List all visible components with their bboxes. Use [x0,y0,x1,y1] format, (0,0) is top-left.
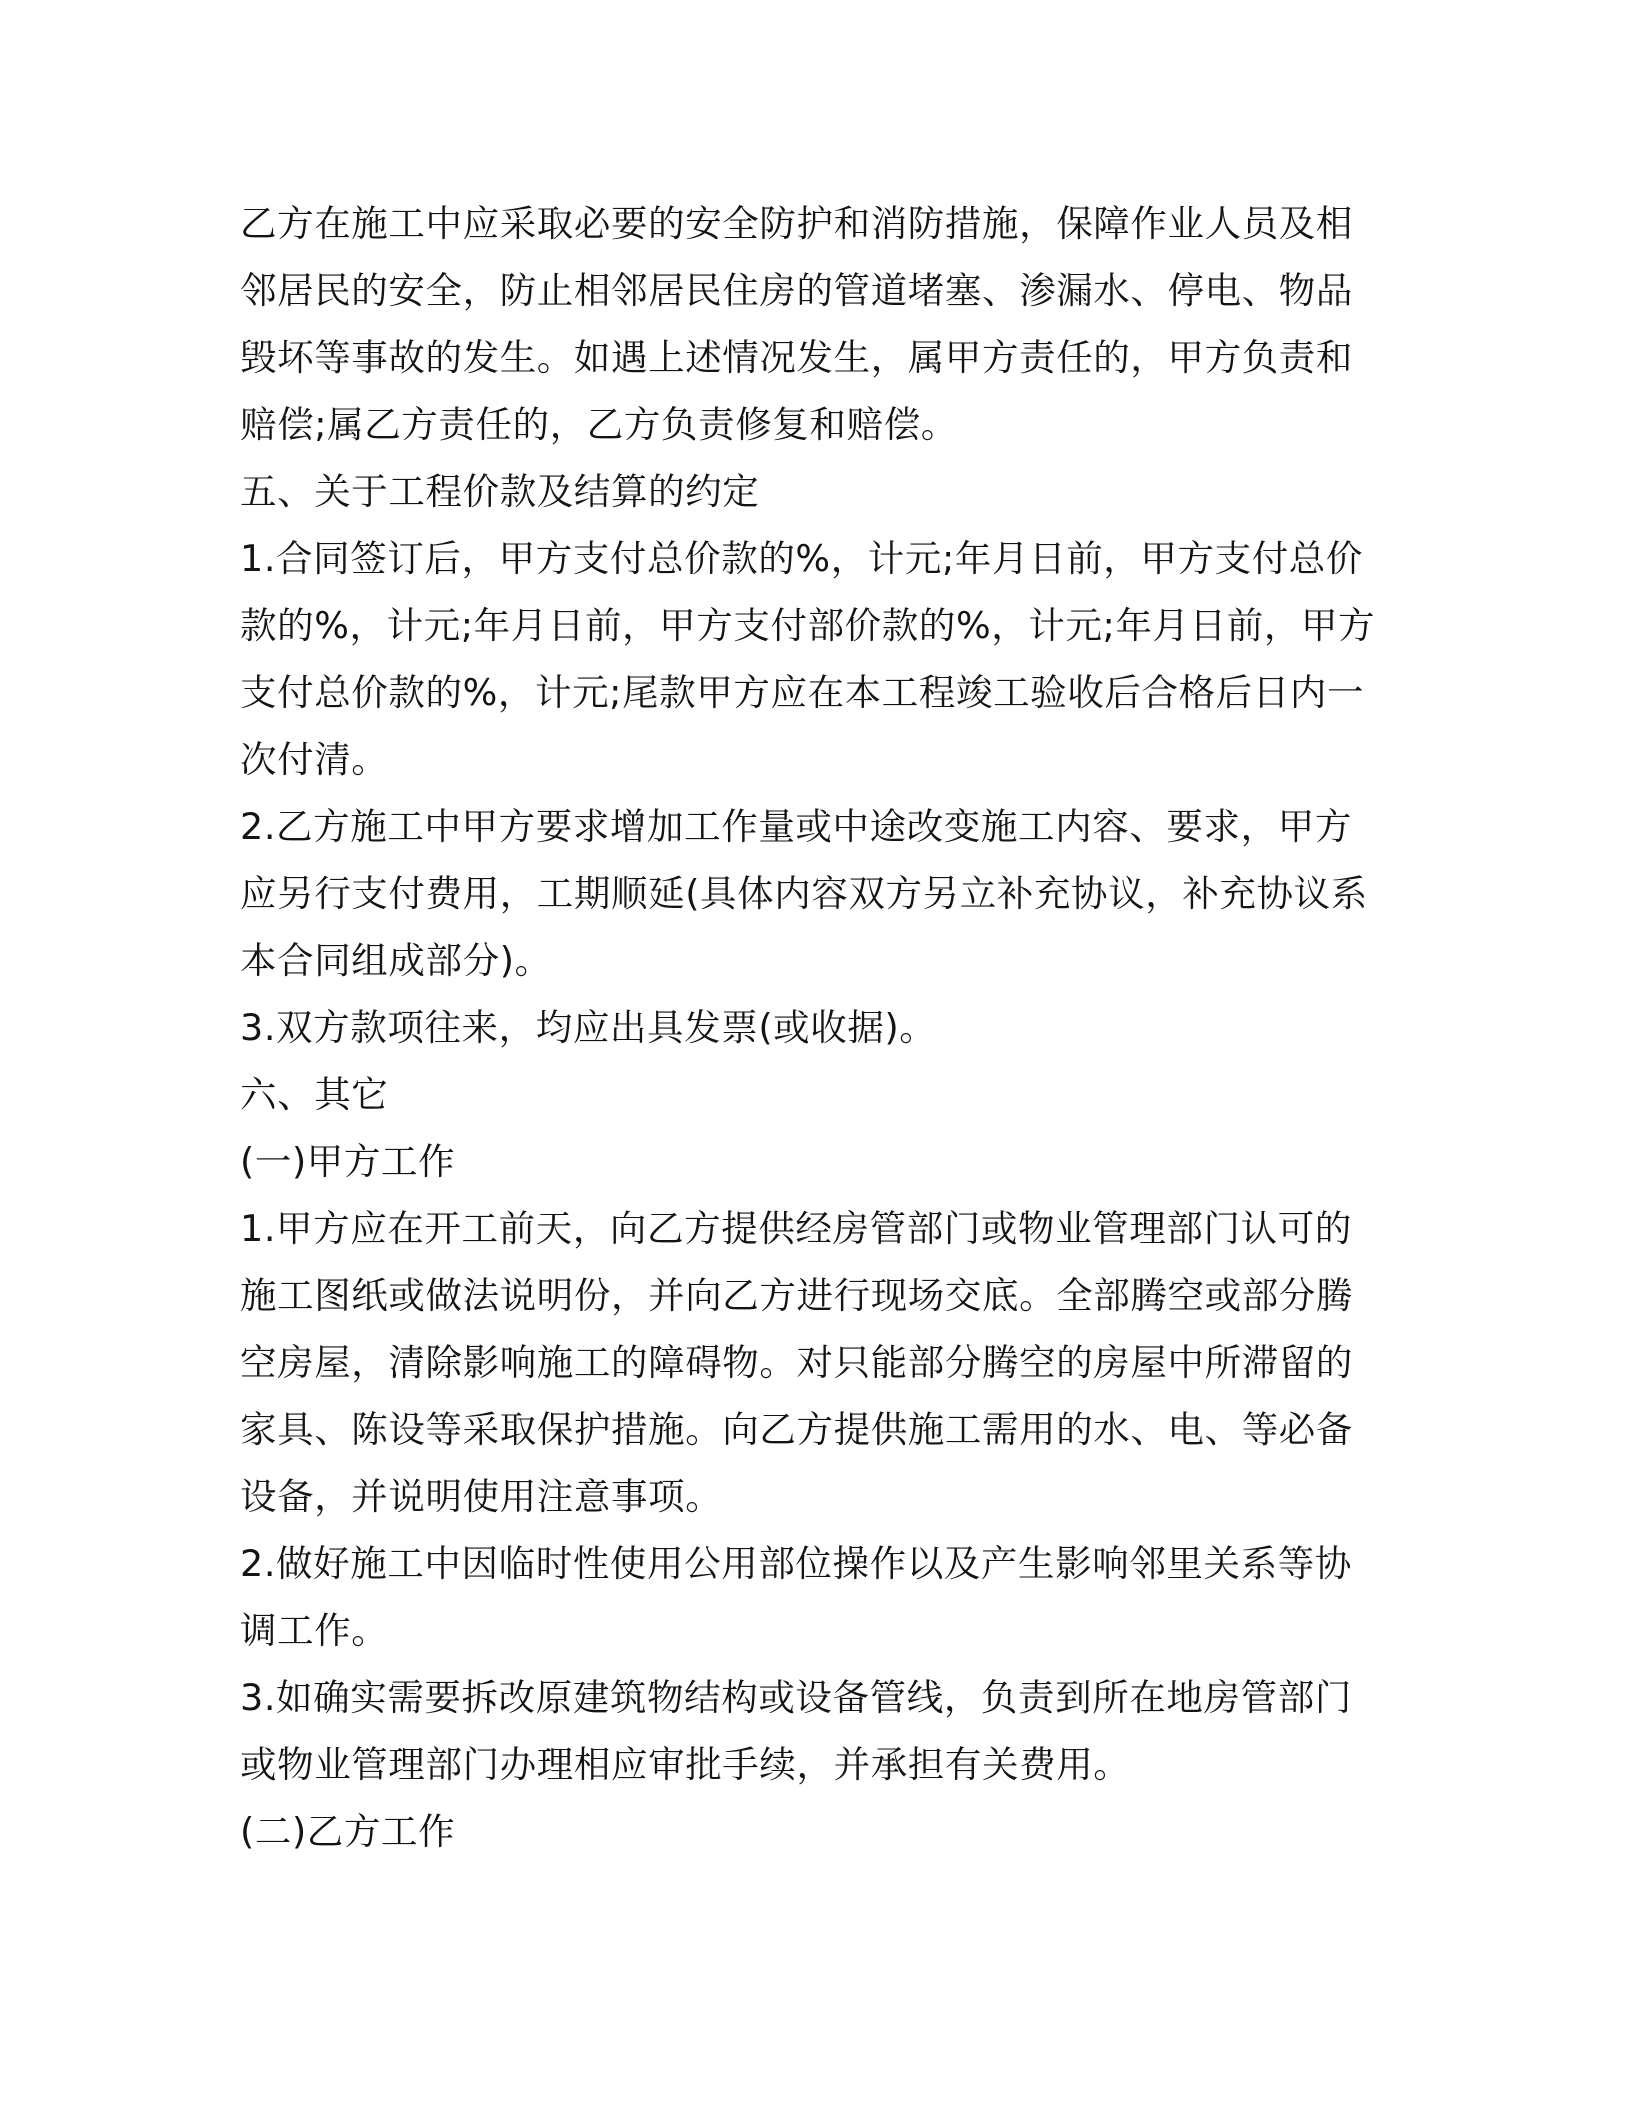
paragraph-line: 款的%，计元;年月日前，甲方支付部价款的%，计元;年月日前，甲方 [240,604,1376,647]
paragraph-line: 设备，并说明使用注意事项。 [240,1475,723,1518]
paragraph-line: 本合同组成部分)。 [240,939,552,982]
paragraph-line: 3.如确实需要拆改原建筑物结构或设备管线，负责到所在地房管部门 [240,1676,1352,1719]
paragraph-line: 毁坏等事故的发生。如遇上述情况发生，属甲方责任的，甲方负责和 [240,336,1353,379]
paragraph-line: 2.乙方施工中甲方要求增加工作量或中途改变施工内容、要求，甲方 [240,805,1352,848]
paragraph-line: 乙方在施工中应采取必要的安全防护和消防措施，保障作业人员及相 [240,202,1353,245]
section-heading: 六、其它 [240,1073,389,1116]
paragraph-line: 赔偿;属乙方责任的，乙方负责修复和赔偿。 [240,403,958,446]
paragraph-line: 次付清。 [240,738,389,781]
paragraph-line: 1.甲方应在开工前天，向乙方提供经房管部门或物业管理部门认可的 [240,1207,1352,1250]
paragraph-line: 邻居民的安全，防止相邻居民住房的管道堵塞、渗漏水、停电、物品 [240,269,1353,312]
paragraph-line: 家具、陈设等采取保护措施。向乙方提供施工需用的水、电、等必备 [240,1408,1353,1451]
paragraph-line: 应另行支付费用，工期顺延(具体内容双方另立补充协议，补充协议系 [240,872,1368,915]
paragraph-line: 3.双方款项往来，均应出具发票(或收据)。 [240,1006,937,1049]
section-heading: 五、关于工程价款及结算的约定 [240,470,760,513]
paragraph-line: 空房屋，清除影响施工的障碍物。对只能部分腾空的房屋中所滞留的 [240,1341,1353,1384]
paragraph-line: 或物业管理部门办理相应审批手续，并承担有关费用。 [240,1743,1131,1786]
paragraph-line: 施工图纸或做法说明份，并向乙方进行现场交底。全部腾空或部分腾 [240,1274,1353,1317]
subsection-heading: (一)甲方工作 [240,1140,456,1183]
paragraph-line: 2.做好施工中因临时性使用公用部位操作以及产生影响邻里关系等协 [240,1542,1352,1585]
paragraph-line: 1.合同签订后，甲方支付总价款的%，计元;年月日前，甲方支付总价 [240,537,1364,580]
paragraph-line: 支付总价款的%，计元;尾款甲方应在本工程竣工验收后合格后日内一 [240,671,1365,714]
subsection-heading: (二)乙方工作 [240,1810,456,1853]
paragraph-line: 调工作。 [240,1609,389,1652]
document-body [240,190,1380,1865]
